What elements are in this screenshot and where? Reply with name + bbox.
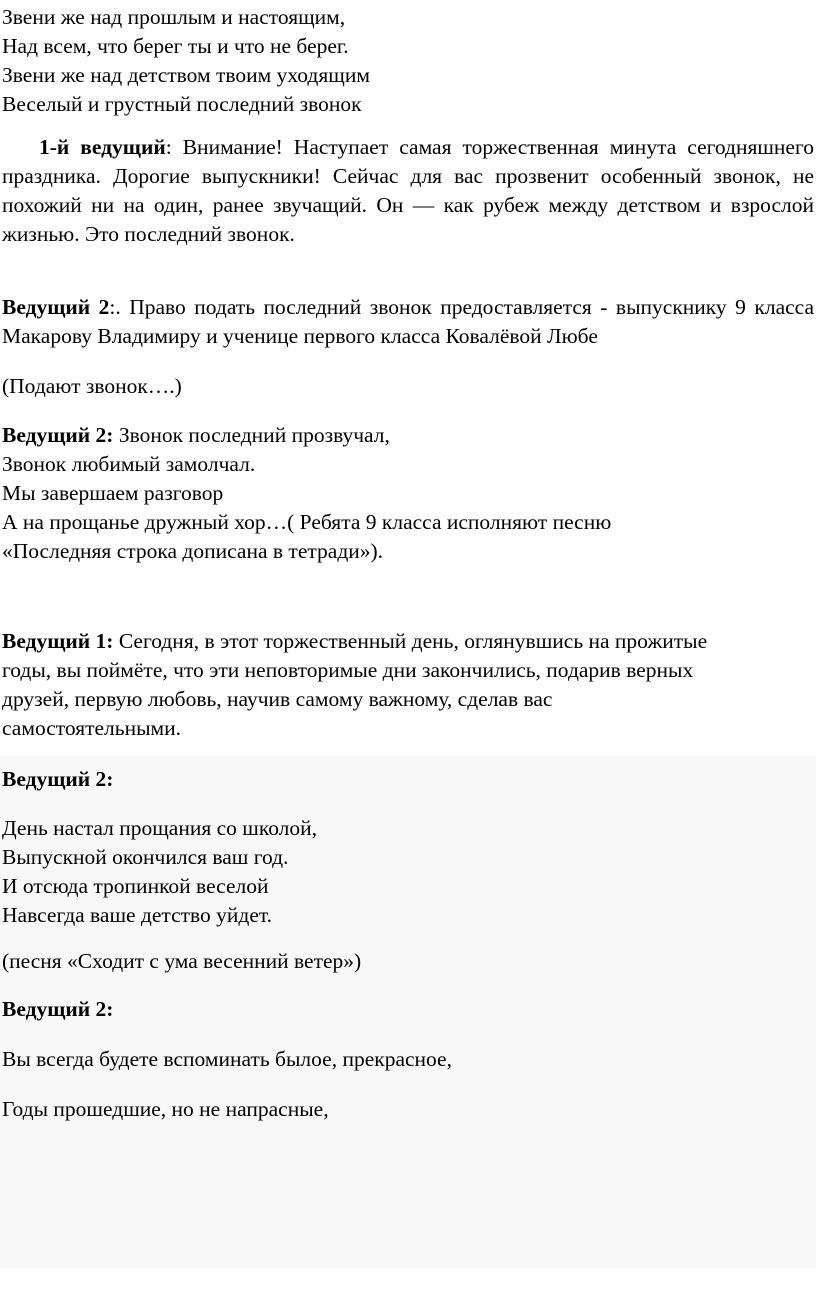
- poem-line: Звени же над детством твоим уходящим: [2, 63, 370, 87]
- paragraph-text: :. Право подать последний звонок предоставляется - выпускнику 9 класса Макарову Владимиру и ученице первого класса Ковалёвой Любе: [2, 295, 814, 348]
- host2-bell-paragraph: [2, 293, 814, 351]
- stage-direction-bell: (Подают звонок….): [2, 374, 182, 398]
- poem-line: Выпускной окончился ваш год.: [2, 845, 289, 869]
- poem-line: «Последняя строка дописана в тетради»).: [2, 539, 384, 563]
- host2-farewell-poem: [2, 814, 814, 930]
- host1-speech: [2, 627, 814, 743]
- speaker-label: Ведущий 2:: [2, 997, 114, 1021]
- speech-line: Сегодня, в этот торжественный день, оглянувшись на прожитые: [113, 629, 708, 653]
- announcement-text: Внимание! Наступает самая торжественная минута сегодняшнего праздника. Дорогие выпускники! Сейчас для вас прозвенит особенный звонок, не похожий ни на один, ранее звучащий. Он — как рубеж между детством и взрослой жизнью. Это последний звонок.: [2, 135, 814, 246]
- song-note: (песня «Сходит с ума весенний ветер»): [2, 949, 362, 973]
- poem-first-line: [2, 421, 814, 450]
- speaker-label: Ведущий 1:: [2, 629, 114, 653]
- poem-line: И отсюда тропинкой веселой: [2, 874, 269, 898]
- speech-line: самостоятельными.: [2, 716, 182, 740]
- speaker-label: 1-й ведущий: [39, 135, 166, 159]
- poem-intro: [2, 3, 814, 119]
- poem-line: Веселый и грустный последний звонок: [2, 92, 362, 116]
- poem-line: А на прощанье дружный хор…( Ребята 9 класса исполняют песню: [2, 510, 612, 534]
- closing-line: Годы прошедшие, но не напрасные,: [2, 1097, 329, 1121]
- speaker-colon: :: [165, 135, 172, 159]
- poem-line: Звонок любимый замолчал.: [2, 452, 256, 476]
- poem-line: Звонок последний прозвучал,: [113, 423, 390, 447]
- poem-line: Мы завершаем разговор: [2, 481, 224, 505]
- speaker-label: Ведущий 2: [2, 295, 110, 319]
- speaker-label: Ведущий 2:: [2, 767, 114, 791]
- host2-poem: [2, 421, 814, 566]
- poem-line: Навсегда ваше детство уйдет.: [2, 903, 273, 927]
- poem-line: Звени же над прошлым и настоящим,: [2, 5, 346, 29]
- speech-line: друзей, первую любовь, научив самому важному, сделав вас: [2, 687, 553, 711]
- closing-line: Вы всегда будете вспоминать былое, прекрасное,: [2, 1047, 452, 1071]
- poem-line: Над всем, что берег ты и что не берег.: [2, 34, 349, 58]
- host1-announcement: [2, 133, 814, 249]
- speaker-label: Ведущий 2:: [2, 423, 114, 447]
- poem-line: День настал прощания со школой,: [2, 816, 318, 840]
- speech-line: годы, вы поймёте, что эти неповторимые дни закончились, подарив верных: [2, 658, 694, 682]
- speech-first-line: [2, 627, 814, 656]
